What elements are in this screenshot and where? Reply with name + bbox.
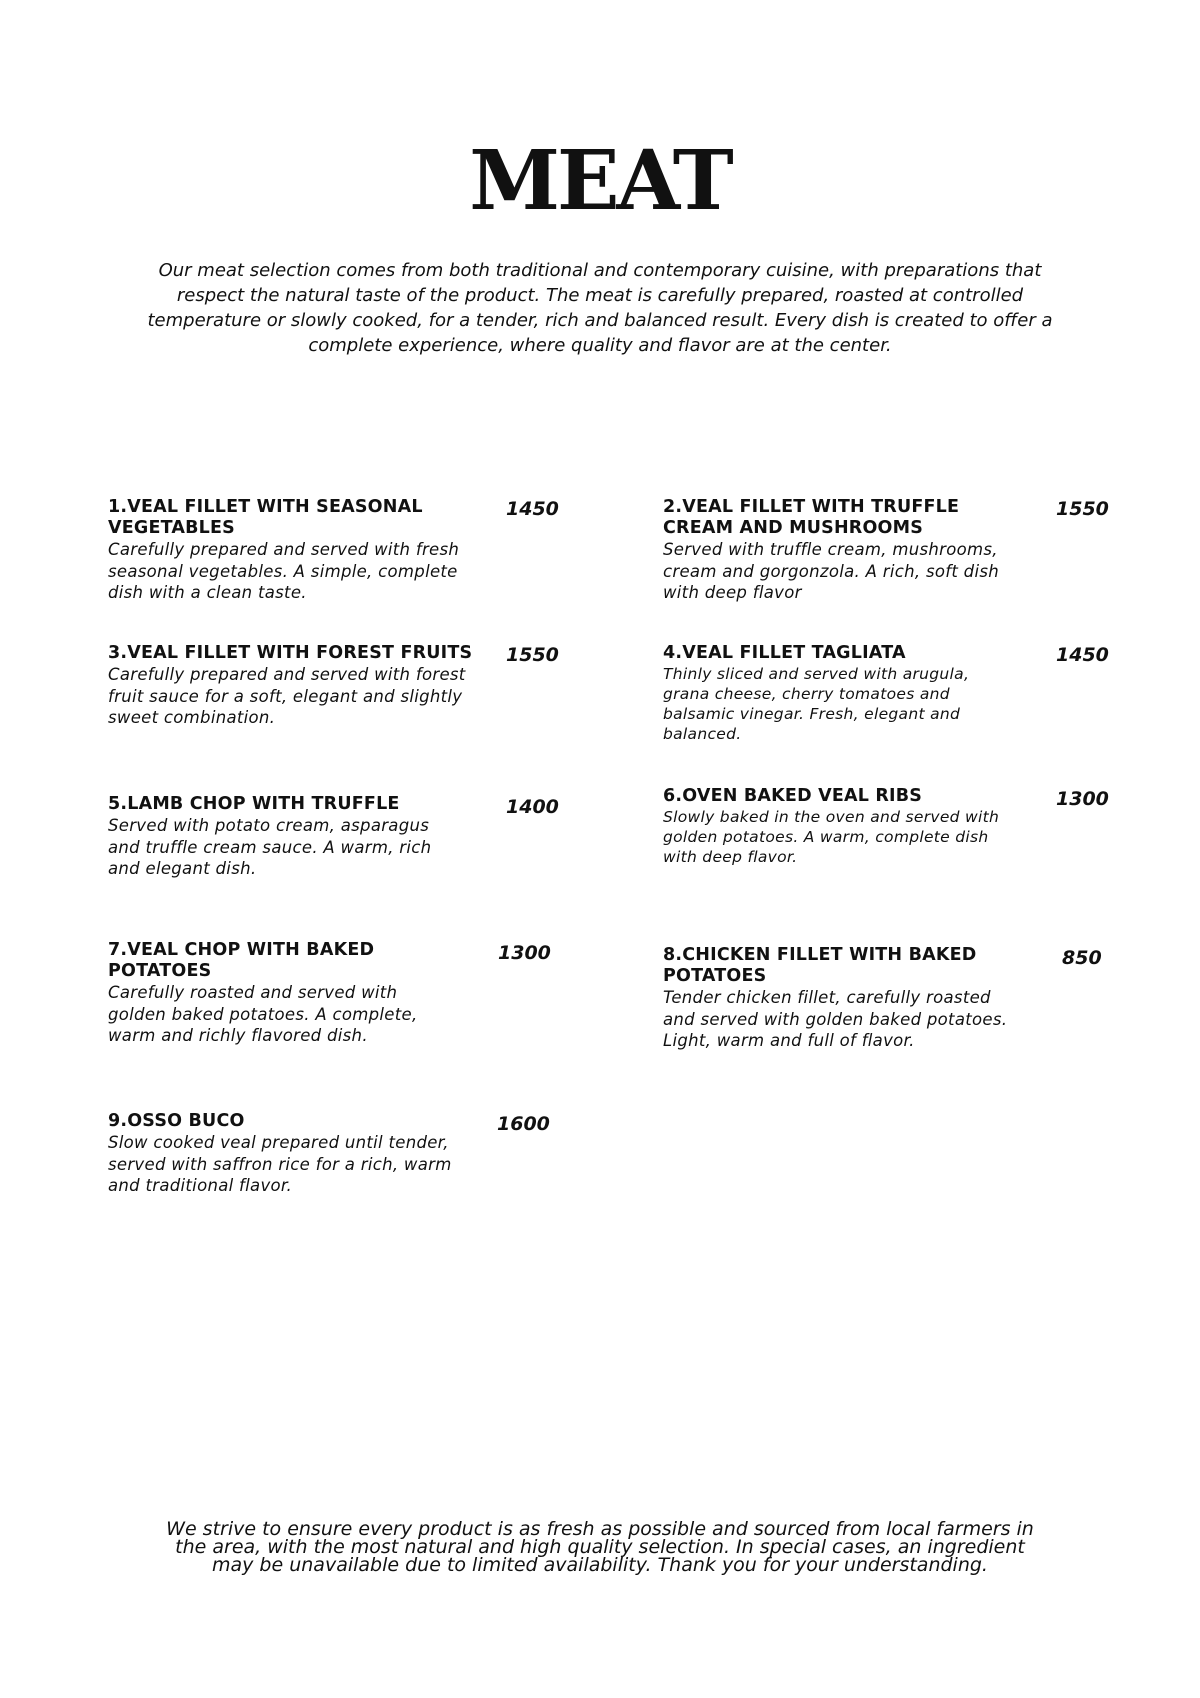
item-name: 9.OSSO BUCO [108, 1111, 245, 1131]
item-description: Thinly sliced and served with arugula, grana cheese, cherry tomatoes and balsamic vinegar. Fresh, elegant and balanced. [663, 665, 970, 743]
item-description: Carefully prepared and served with forest fruit sauce for a soft, elegant and slightly sweet combination. [108, 665, 466, 727]
item-name: 6.OVEN BAKED VEAL RIBS [663, 786, 923, 806]
menu-item [663, 945, 1018, 1052]
item-description: Carefully prepared and served with fresh seasonal vegetables. A simple, complete dish with a clean taste. [108, 540, 460, 602]
menu-item [108, 497, 478, 604]
item-description: Slowly baked in the oven and served with golden potatoes. A warm, complete dish with deep flavor. [663, 808, 1000, 866]
item-name: 4.VEAL FILLET TAGLIATA [663, 643, 906, 663]
item-name: 8.CHICKEN FILLET WITH BAKED POTATOES [663, 945, 977, 986]
menu-item [108, 940, 448, 1047]
item-description: Slow cooked veal prepared until tender, served with saffron rice for a rich, warm and traditional flavor. [108, 1133, 452, 1195]
item-name: 1.VEAL FILLET WITH SEASONAL VEGETABLES [108, 497, 423, 538]
intro-text: Our meat selection comes from both traditional and contemporary cuisine, with preparations that respect the natural taste of the product. The meat is carefully prepared, roasted at controlled temperature or slowly cooked, for a tender, rich and balanced result. Every dish is created to offer a complete experience, where quality and flavor are at the center. [147, 260, 1053, 356]
item-price: 1400 [506, 796, 559, 818]
item-price: 850 [1062, 947, 1102, 969]
item-name: 3.VEAL FILLET WITH FOREST FRUITS [108, 643, 473, 663]
menu-item [663, 643, 993, 744]
menu-item [108, 1111, 458, 1197]
item-price: 1450 [506, 498, 559, 520]
item-name: 7.VEAL CHOP WITH BAKED POTATOES [108, 940, 375, 981]
menu-item [663, 497, 1023, 604]
menu-item [663, 786, 1013, 867]
page-title: MEAT [469, 133, 731, 229]
item-description: Tender chicken fillet, carefully roasted and served with golden baked potatoes. Light, warm and full of flavor. [663, 988, 1008, 1050]
item-name: 5.LAMB CHOP WITH TRUFFLE [108, 794, 400, 814]
item-price: 1550 [506, 644, 559, 666]
item-description: Carefully roasted and served with golden baked potatoes. A complete, warm and richly flavored dish. [108, 983, 418, 1045]
menu-item [108, 794, 458, 880]
item-name: 2.VEAL FILLET WITH TRUFFLE CREAM AND MUSHROOMS [663, 497, 960, 538]
item-price: 1600 [497, 1113, 550, 1135]
menu-item [108, 643, 478, 729]
item-price: 1300 [498, 942, 551, 964]
footer-note: We strive to ensure every product is as fresh as possible and sourced from local farmers in the area, with the most natural and high quality selection. In special cases, an ingredient may be unavailable due to limited availability. Thank you for your understanding. [166, 1518, 1034, 1576]
item-description: Served with potato cream, asparagus and truffle cream sauce. A warm, rich and elegant dish. [108, 816, 432, 878]
item-price: 1300 [1056, 788, 1109, 810]
item-description: Served with truffle cream, mushrooms, cream and gorgonzola. A rich, soft dish with deep flavor [663, 540, 999, 602]
item-price: 1450 [1056, 644, 1109, 666]
item-price: 1550 [1056, 498, 1109, 520]
